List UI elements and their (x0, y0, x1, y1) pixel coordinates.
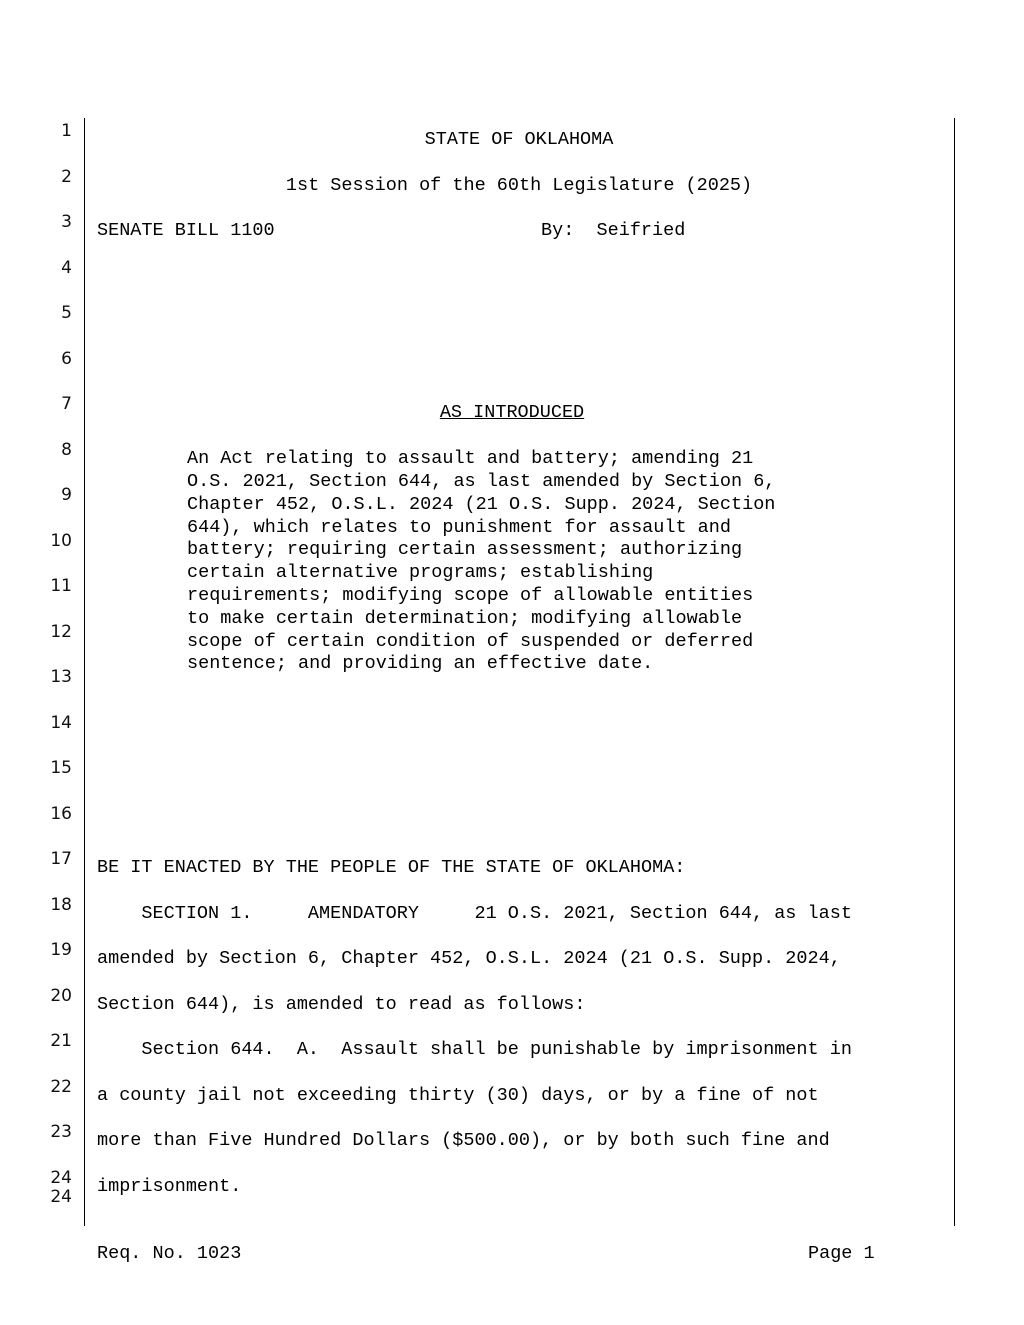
line-number: 16 (50, 804, 72, 824)
partial-line-number (44, 1187, 72, 1208)
body-line: amended by Section 6, Chapter 452, O.S.L. 2024 (21 O.S. Supp. 2024, (97, 948, 841, 969)
title-line: to make certain determination; modifying allowable (187, 608, 743, 629)
line-number: 7 (61, 394, 72, 414)
line-number: 11 (50, 576, 72, 596)
line-number: 17 (50, 849, 72, 869)
line-number: 9 (61, 485, 72, 505)
line-number: 12 (50, 622, 72, 642)
line-number: 15 (50, 758, 72, 778)
body-line: Section 644), is amended to read as follows: (97, 994, 586, 1015)
line-number: 5 (61, 303, 72, 323)
title-line: sentence; and providing an effective date. (187, 653, 654, 674)
title-line: certain alternative programs; establishing (187, 562, 654, 583)
line-number: 8 (61, 440, 72, 460)
title-line: requirements; modifying scope of allowable entities (187, 585, 754, 606)
body-line: more than Five Hundred Dollars ($500.00), or by both such fine and (97, 1130, 830, 1151)
state-heading: STATE OF OKLAHOMA (424, 129, 614, 150)
body-line: imprisonment. (97, 1176, 242, 1197)
line-number: 22 (50, 1077, 72, 1097)
left-margin-rule (84, 118, 85, 1226)
line-number: 2 (61, 167, 72, 187)
bill-author: By: Seifried (541, 220, 686, 241)
line-number: 3 (61, 212, 72, 232)
line-number: 18 (50, 895, 72, 915)
title-line: O.S. 2021, Section 644, as last amended by Section 6, (187, 471, 776, 492)
title-line: battery; requiring certain assessment; authorizing (187, 539, 743, 560)
line-number: 24 (50, 1168, 72, 1188)
line-number: 4 (61, 258, 72, 278)
body-line: a county jail not exceeding thirty (30) days, or by a fine of not (97, 1085, 819, 1106)
line-number: 1 (61, 121, 72, 141)
bill-number: SENATE BILL 1100 (97, 220, 275, 241)
line-number: 19 (50, 940, 72, 960)
title-line: 644), which relates to punishment for assault and (187, 517, 731, 538)
body-line: Section 644. A. Assault shall be punishable by imprisonment in (97, 1039, 852, 1060)
body-line: SECTION 1. AMENDATORY 21 O.S. 2021, Section 644, as last (97, 903, 852, 924)
line-number: 14 (50, 713, 72, 733)
title-line: Chapter 452, O.S.L. 2024 (21 O.S. Supp. 2024, Section (187, 494, 776, 515)
line-number: 13 (50, 667, 72, 687)
partial-line-number-text: 24 (50, 1187, 72, 1207)
session-heading: 1st Session of the 60th Legislature (2025) (285, 175, 753, 196)
right-margin-rule (954, 118, 955, 1226)
enacting-clause: BE IT ENACTED BY THE PEOPLE OF THE STATE OF OKLAHOMA: (97, 857, 686, 878)
introduced-status: AS INTRODUCED (439, 402, 585, 423)
line-number: 6 (61, 349, 72, 369)
line-number: 20 (50, 986, 72, 1006)
line-number: 21 (50, 1031, 72, 1051)
title-line: scope of certain condition of suspended or deferred (187, 631, 754, 652)
line-number: 10 (50, 531, 72, 551)
title-line: An Act relating to assault and battery; amending 21 (187, 448, 754, 469)
line-number: 23 (50, 1122, 72, 1142)
request-number: Req. No. 1023 (97, 1243, 242, 1264)
page-number: Page 1 (808, 1243, 875, 1264)
